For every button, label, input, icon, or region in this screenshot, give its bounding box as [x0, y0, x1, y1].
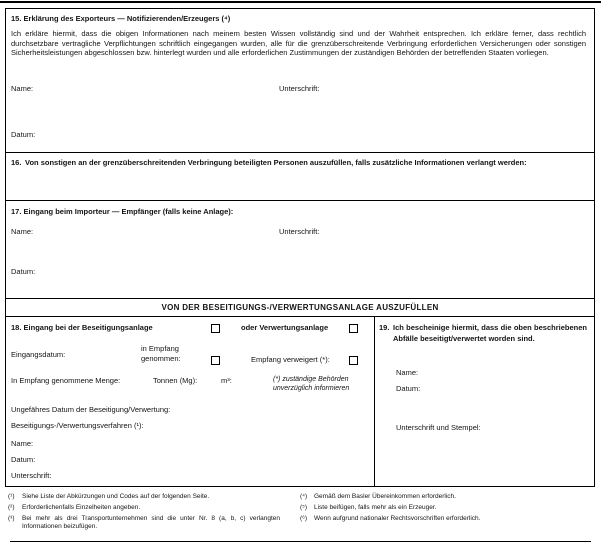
accepted-checkbox[interactable]: [211, 356, 220, 365]
signature-label: Unterschrift:: [279, 84, 320, 93]
section-16-title: 16. Von sonstigen an der grenzüberschreitenden Verbringung beteiligten Personen auszufüllen, falls zusätzliche Informationen verlangt werden:: [11, 158, 527, 167]
footnote-text: Gemäß dem Basler Übereinkommen erforderlich.: [314, 493, 456, 500]
signature-label: Unterschrift:: [279, 227, 320, 236]
name-label: Name:: [11, 227, 34, 236]
section-19-disposal-certificate: [374, 317, 594, 487]
footnote-marker: (³): [8, 515, 15, 523]
date-label: Datum:: [11, 130, 36, 139]
recovery-facility-label: oder Verwertungsanlage: [241, 323, 329, 332]
footnote-2: [8, 504, 280, 512]
section-18-title: 18. Eingang bei der Beseitigungsanlage: [11, 323, 153, 332]
cubic-meters-label: m³:: [221, 376, 232, 385]
disposal-facility-checkbox[interactable]: [211, 324, 220, 333]
date-label: Datum:: [11, 267, 36, 276]
section-17-importer-receipt: [6, 200, 594, 299]
section-17-title: 17. Eingang beim Importeur — Empfänger (falls keine Anlage):: [11, 207, 234, 216]
footnote-text: Siehe Liste der Abkürzungen und Codes auf der folgenden Seite.: [22, 493, 210, 500]
accepted-label: in Empfang genommen:: [141, 344, 181, 363]
footnote-marker: (²): [8, 504, 15, 512]
footnote-3: [8, 515, 280, 531]
footnote-text: Wenn aufgrund nationaler Rechtsvorschriften erforderlich.: [314, 515, 481, 523]
footnotes-right-column: [300, 493, 592, 527]
rejected-label: Empfang verweigert (*):: [251, 355, 330, 364]
footnote-marker: (¹): [8, 493, 15, 500]
rejected-checkbox[interactable]: [349, 356, 358, 365]
signature-label: Unterschrift:: [11, 471, 52, 480]
approx-disposal-date-label: Ungefähres Datum der Beseitigung/Verwertung:: [11, 405, 171, 414]
footnote-5: [300, 504, 592, 512]
notify-authorities-note: (*) zuständige Behörden unverzüglich informieren: [273, 376, 350, 392]
date-label: Datum:: [396, 384, 421, 393]
footnote-text: Liste beifügen, falls mehr als ein Erzeuger.: [314, 504, 437, 512]
page-top-rule: [0, 1, 601, 3]
footnote-marker: (⁵): [300, 504, 308, 512]
name-label: Name:: [11, 84, 34, 93]
footnote-marker: (⁶): [300, 515, 308, 523]
signature-stamp-label: Unterschrift und Stempel:: [396, 423, 481, 432]
footnote-text: Erforderlichenfalls Einzelheiten angeben.: [22, 504, 141, 512]
waste-movement-form: [5, 8, 595, 487]
footnote-text: Bei mehr als drei Transportunternehmen sind die unter Nr. 8 (a, b, c) verlangten Informationen beizufügen.: [22, 515, 280, 531]
footnote-4: [300, 493, 592, 501]
recovery-facility-checkbox[interactable]: [349, 324, 358, 333]
footnotes-left-column: [8, 493, 280, 535]
facility-section-banner: VON DER BESEITIGUNGS-/VERWERTUNGSANLAGE AUSZUFÜLLEN: [6, 298, 594, 317]
name-label: Name:: [396, 368, 419, 377]
receipt-date-label: Eingangsdatum:: [11, 350, 66, 359]
section-15-declaration-text: Ich erkläre hiermit, dass die obigen Informationen nach meinem besten Wissen vollständig sind und der Wahrheit entsprechen. Ich erkläre ferner, dass rechtlich durchsetzbare vertragliche Verpflichtungen schriftlich eingegangen wurden, alle für die grenzüberschreitende Verbringung erforderlichen Versicherungen oder sonstigen Sicherheitsleistungen abgeschlossen bzw. hinterlegt wurden und alle erforderlichen Zustimmungen der zuständigen Behörden der betreffenden Staaten vorliegen.: [11, 29, 586, 58]
footnote-1: [8, 493, 280, 501]
date-label: Datum:: [11, 455, 36, 464]
name-label: Name:: [11, 439, 34, 448]
footnote-6: [300, 515, 592, 523]
quantity-received-label: In Empfang genommene Menge:: [11, 376, 121, 385]
section-16-other-parties: [6, 152, 594, 201]
page-bottom-rule: [10, 541, 591, 542]
section-18-facility-receipt: [6, 317, 374, 487]
disposal-recovery-operation-label: Beseitigungs-/Verwertungsverfahren (¹):: [11, 421, 144, 430]
facility-sections-row: [6, 316, 594, 487]
section-19-title: 19. Ich bescheinige hiermit, dass die oben beschriebenen Abfälle beseitigt/verwertet worden sind.: [379, 323, 587, 343]
section-15-exporter-declaration: [6, 9, 594, 152]
section-15-title: 15. Erklärung des Exporteurs — Notifizierenden/Erzeugers (⁴): [11, 14, 231, 23]
footnote-marker: (⁴): [300, 493, 308, 500]
tonnes-label: Tonnen (Mg):: [153, 376, 198, 385]
